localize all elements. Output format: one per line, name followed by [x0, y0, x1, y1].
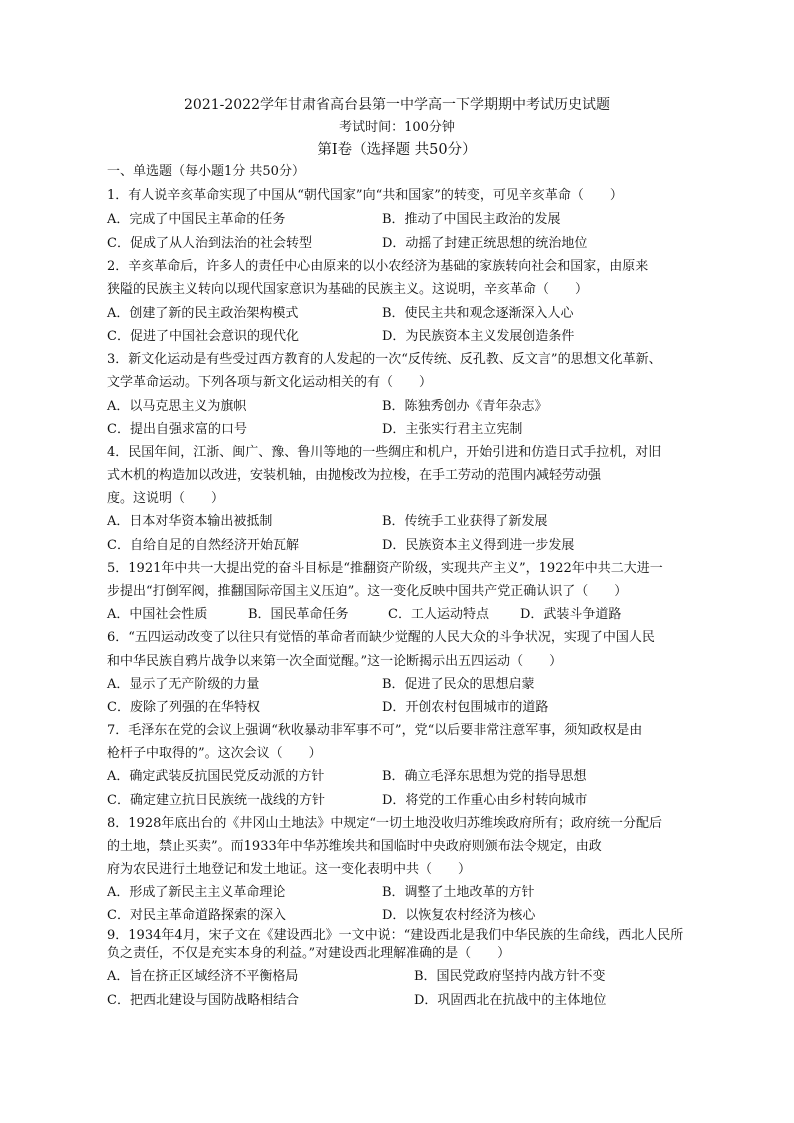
q8-stem-line-3: 府为农民进行土地登记和发土地证。这一变化表明中共（ ）: [107, 862, 472, 877]
q3-option-c: C．提出自强求富的口号: [107, 422, 247, 437]
q8-option-b: B．调整了土地改革的方针: [382, 885, 535, 900]
q7-option-b: B．确立毛泽东思想为党的指导思想: [382, 769, 587, 784]
exam-title: 2021-2022学年甘肃省高台县第一中学高一下学期期中考试历史试题: [184, 97, 610, 113]
q3-option-a: A．以马克思主义为旗帜: [107, 399, 247, 414]
q7-option-a: A．确定武装反抗国民党反动派的方针: [107, 769, 325, 784]
q7-stem-line-1: 7．毛泽东在党的会议上强调“秋收暴动非军事不可”，党“以后要非常注意军事，须知政权是由: [107, 723, 643, 738]
q9-stem-line-2: 负之责任，不仅是充实本身的利益。”对建设西北理解准确的是（ ）: [107, 946, 511, 961]
q9-option-b: B．国民党政府坚持内战方针不变: [414, 969, 606, 984]
q5-option-d: D．武装斗争道路: [520, 607, 622, 622]
q2-option-b: B．使民主共和观念逐渐深入人心: [382, 306, 574, 321]
q4-stem-line-2: 式木机的构造加以改进，安装机轴，由抛梭改为拉梭，在手工劳动的范围内减轻劳动强: [107, 468, 602, 483]
q8-option-a: A．形成了新民主主义革命理论: [107, 885, 286, 900]
q4-option-d: D．民族资本主义得到进一步发展: [382, 538, 575, 553]
exam-time: 考试时间：100分钟: [339, 120, 455, 135]
q9-option-a: A．旨在挤正区域经济不平衡格局: [107, 969, 299, 984]
q4-option-b: B．传统手工业获得了新发展: [382, 514, 548, 529]
q6-option-d: D．开创农村包围城市的道路: [382, 700, 549, 715]
q4-option-a: A．日本对华资本输出被抵制: [107, 514, 273, 529]
q2-stem-line-1: 2．辛亥革命后，许多人的责任中心由原来的以小农经济为基础的家族转向社会和国家，由原来: [107, 259, 649, 274]
q2-option-c: C．促进了中国社会意识的现代化: [107, 329, 299, 344]
q2-option-d: D．为民族资本主义发展创造条件: [382, 329, 575, 344]
q4-stem-line-1: 4．民国年间，江浙、闽广、豫、鲁川等地的一些绸庄和机户，开始引进和仿造日式手拉机，对旧: [107, 445, 662, 460]
q3-stem-line-2: 文学革命运动。下列各项与新文化运动相关的有（ ）: [107, 375, 433, 390]
q5-option-a: A．中国社会性质: [107, 607, 208, 622]
q3-option-d: D．主张实行君主立宪制: [382, 422, 523, 437]
q6-option-b: B．促进了民众的思想启蒙: [382, 677, 535, 692]
q9-stem-line-1: 9．1934年4月，宋子文在《建设西北》一文中说：“建设西北是我们中华民族的生命线，西北人民所: [107, 928, 684, 943]
section-heading: 一、单选题（每小题1分 共50分）: [107, 164, 305, 179]
q1-option-a: A．完成了中国民主革命的任务: [107, 212, 286, 227]
q9-option-c: C．把西北建设与国防战略相结合: [107, 993, 299, 1008]
q7-option-d: D．将党的工作重心由乡村转向城市: [382, 793, 588, 808]
q5-option-b: B．国民革命任务: [248, 607, 349, 622]
q6-option-a: A．显示了无产阶级的力量: [107, 677, 260, 692]
q4-stem-line-3: 度。这说明（ ）: [107, 491, 225, 506]
q8-stem-line-1: 8．1928年底出台的《井冈山土地法》中规定“一切土地没收归苏维埃政府所有；政府统一分配后: [107, 816, 663, 831]
q5-stem-line-1: 5．1921年中共一大提出党的奋斗目标是“推翻资产阶级，实现共产主义”，1922年中共二大进一: [107, 561, 663, 576]
q1-option-c: C．促成了从人治到法治的社会转型: [107, 236, 312, 251]
q7-option-c: C．确定建立抗日民族统一战线的方针: [107, 793, 325, 808]
q6-stem-line-1: 6．“五四运动改变了以往只有觉悟的革命者而缺少觉醒的人民大众的斗争状况，实现了中国人民: [107, 630, 655, 645]
q8-stem-line-2: 的土地，禁止买卖”。而1933年中华苏维埃共和国临时中央政府则颁布法令规定，由政: [107, 839, 602, 854]
q1-stem-line-1: 1．有人说辛亥革命实现了中国从“朝代国家”向“共和国家”的转变，可见辛亥革命（ ）: [107, 188, 623, 203]
q1-option-d: D．动摇了封建正统思想的统治地位: [382, 236, 588, 251]
q3-stem-line-1: 3．新文化运动是有些受过西方教育的人发起的一次“反传统、反孔教、反文言”的思想文化革新、: [107, 352, 662, 367]
q3-option-b: B．陈独秀创办《青年杂志》: [382, 399, 548, 414]
q6-stem-line-2: 和中华民族自鸦片战争以来第一次全面觉醒。”这一论断揭示出五四运动（ ）: [107, 654, 563, 669]
q4-option-c: C．自给自足的自然经济开始瓦解: [107, 538, 299, 553]
q8-option-c: C．对民主革命道路探索的深入: [107, 908, 286, 923]
q5-option-c: C．工人运动特点: [388, 607, 489, 622]
q5-stem-line-2: 步提出“打倒军阀，推翻国际帝国主义压迫”。这一变化反映中国共产党正确认识了（ ）: [107, 584, 628, 599]
q1-option-b: B．推动了中国民主政治的发展: [382, 212, 561, 227]
q9-option-d: D．巩固西北在抗战中的主体地位: [414, 993, 607, 1008]
q8-option-d: D．以恢复农村经济为核心: [382, 908, 536, 923]
volume-heading: 第Ⅰ卷（选择题 共50分）: [317, 142, 477, 158]
q6-option-c: C．废除了列强的在华特权: [107, 700, 260, 715]
q2-stem-line-2: 狭隘的民族主义转向以现代国家意识为基础的民族主义。这说明，辛亥革命（ ）: [107, 282, 589, 297]
q2-option-a: A．创建了新的民主政治架构模式: [107, 306, 299, 321]
q7-stem-line-2: 枪杆子中取得的”。这次会议（ ）: [107, 746, 322, 761]
